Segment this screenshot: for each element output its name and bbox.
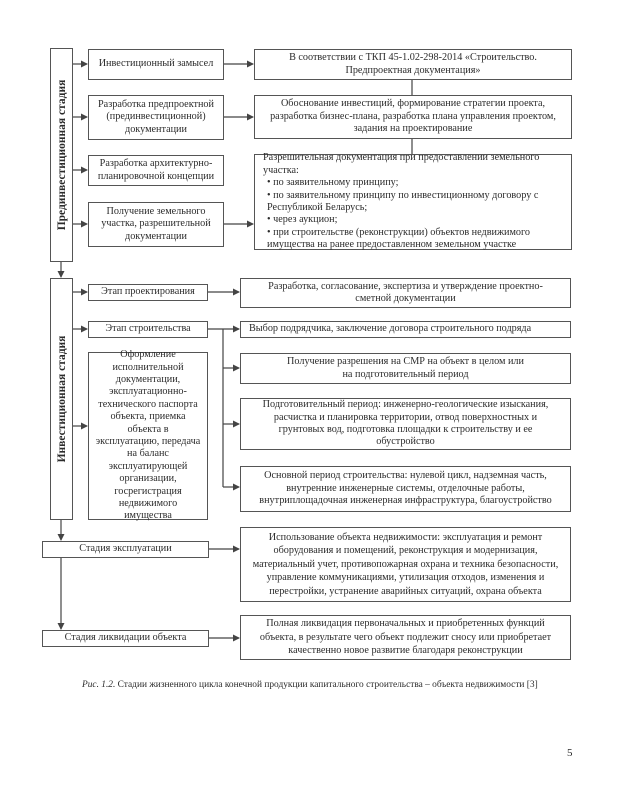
detail-contractor-selection [240, 321, 571, 338]
step-preproject-docs [88, 95, 224, 140]
stage-liquidation [42, 630, 209, 647]
step-handover-registration [88, 349, 208, 522]
detail-text: В соответствии с ТКП 45-1.02-298-2014 «Строительство. Предпроектная документация» [289, 52, 537, 76]
detail-operation [240, 527, 571, 602]
step-label: Инвестиционный замысел [98, 58, 214, 70]
detail-tkp-standard [254, 49, 572, 80]
detail-smr-permit [240, 353, 571, 384]
step-label: Этап строительства [105, 323, 191, 335]
detail-text: Получение разрешения на СМР на объект в целом или на подготовительный период [287, 356, 524, 380]
detail-main-construction [240, 466, 571, 512]
investment-stage-label: Инвестиционная стадия [55, 335, 68, 463]
detail-text: Подготовительный период: инженерно-геологические изыскания, расчистка и планировка территории, отвод поверхностных и грунтовых вод, подготовка площадки к строительству и ее обустройство [262, 399, 549, 448]
permits-intro: Разрешительная документация при предоставлении земельного участка: [263, 152, 540, 176]
permit-item: • через аукцион; [267, 214, 338, 226]
detail-design-docs [240, 278, 571, 308]
step-label: Оформление исполнительной документации, эксплуатационно-технического паспорта объекта, приемка объекта в эксплуатацию, передача на баланс эксплуатирующей организации, госрегистрация недвижимого имущества [95, 349, 201, 522]
detail-text: Выбор подрядчика, заключение договора строительного подряда [249, 323, 532, 335]
page-number: 5 [567, 747, 573, 759]
figure-caption [82, 680, 538, 690]
step-design [88, 284, 208, 301]
pre-investment-stage-label: Прединвестиционная стадия [55, 79, 68, 231]
step-construction [88, 321, 208, 338]
detail-liquidation [240, 615, 571, 660]
detail-permit-docs [254, 154, 572, 250]
permit-item: • по заявительному принципу; [267, 177, 399, 189]
step-label: Разработка архитектурно-планировочной концепции [97, 158, 215, 182]
detail-text: Основной период строительства: нулевой цикл, надземная часть, внутренние инженерные системы, отделочные работы, внутриплощадочная инженерная инфраструктура, благоустройство [259, 470, 552, 507]
step-investment-idea [88, 49, 224, 80]
detail-text: Использование объекта недвижимости: эксплуатация и ремонт оборудования и помещений, реконструкция и модернизация, материальный учет, противопожарная охрана и техника безопасности, управление коммуникациями, утилизация отходов, изменения и перестройки, устранение аварийных ситуаций, охрана объекта [252, 531, 559, 597]
step-land-permits [88, 202, 224, 247]
step-label: Получение земельного участка, разрешительной документации [101, 205, 211, 242]
detail-text: Разработка, согласование, экспертиза и утверждение проектно-сметной документации [268, 280, 543, 304]
detail-text: Полная ликвидация первоначальных и приобретенных функций объекта, в результате чего объект подлежит сносу или приобретает качественно новое развитие благодаря реконструкции [259, 618, 552, 657]
stage-label: Стадия ликвидации объекта [64, 632, 187, 644]
detail-investment-justification [254, 95, 572, 139]
step-architectural-concept [88, 155, 224, 186]
stage-label: Стадия эксплуатации [79, 543, 172, 555]
detail-text: Обоснование инвестиций, формирование стратегии проекта, разработка бизнес-плана, разработка плана управления проектом, задания на проектирование [270, 98, 556, 135]
permit-item: • по заявительному принципу по инвестиционному договору с Республикой Беларусь; [267, 189, 539, 213]
caption-prefix: Рис. 1.2. [82, 680, 116, 690]
permit-item: • при строительстве (реконструкции) объектов недвижимого имущества на ранее предоставленном земельном участке [267, 226, 531, 251]
investment-stage-box [50, 278, 73, 520]
step-label: Этап проектирования [101, 286, 195, 298]
caption-text: Стадии жизненного цикла конечной продукции капитального строительства – объекта недвижимости [3] [115, 680, 538, 690]
detail-preparatory-period [240, 398, 571, 450]
step-label: Разработка предпроектной (прединвестиционной) документации [98, 98, 214, 135]
pre-investment-stage-box [50, 48, 73, 262]
stage-operation [42, 541, 209, 558]
